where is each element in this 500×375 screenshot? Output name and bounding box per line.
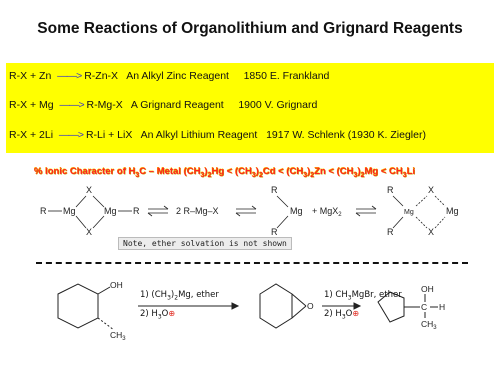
methyl-hashed-bond <box>98 318 114 330</box>
step2-conditions-a: 2) $H_3O\oplus$ <box>140 309 176 321</box>
reaction-desc: An Alkyl Zinc Reagent <box>126 70 229 82</box>
cyclohexene-oxide-ring <box>260 284 292 328</box>
ch3-label: $CH_3$ <box>421 319 437 331</box>
step2-conditions-b: 2) $H_3O\oplus$ <box>324 309 360 321</box>
solvation-note: Note, ether solvation is not shown <box>118 237 292 250</box>
reaction-lhs: R-X + 2Li <box>9 129 54 141</box>
h-label: H <box>439 302 446 312</box>
mgx2-label: + MgX$_2$ <box>312 206 342 218</box>
oh-bond <box>98 287 110 294</box>
reaction-lhs: R-X + Mg <box>9 99 54 111</box>
mg-label: Mg <box>290 206 303 216</box>
grignard-monomer: 2 R–Mg–X <box>176 206 219 216</box>
x-label: X <box>86 185 93 195</box>
x-label: X <box>428 227 435 237</box>
r-label: R <box>271 185 278 195</box>
reaction-rhs: R-Zn-X <box>84 70 119 82</box>
schlenk-equilibrium-diagram <box>0 180 500 240</box>
mg-label: Mg <box>63 206 76 216</box>
reaction-row <box>9 99 317 111</box>
reaction-rhs: R-Mg-X <box>86 99 123 111</box>
mg-label: Mg <box>104 206 117 216</box>
reaction-row <box>9 129 426 141</box>
reaction-credit: 1917 W. Schlenk (1930 K. Ziegler) <box>266 129 426 141</box>
carbon-label: C <box>421 302 428 312</box>
reaction-arrow: ——> <box>58 129 84 141</box>
reaction-desc: A Grignard Reagent <box>130 99 224 111</box>
mg-label: Mg <box>446 206 459 216</box>
step1-conditions-a: 1) $(CH_3)_2Mg$, ether <box>140 290 219 302</box>
cyclohexane-ring <box>58 284 98 328</box>
reaction-lhs: R-X + Zn <box>9 70 52 82</box>
reaction-schemes <box>0 272 500 372</box>
reaction-credit: 1900 V. Grignard <box>238 99 318 111</box>
x-label: X <box>86 227 93 237</box>
step1-conditions-b: 1) $CH_3MgBr$, ether <box>324 290 402 302</box>
r-label: R <box>387 227 394 237</box>
reaction-rhs: R-Li + LiX <box>85 129 133 141</box>
reaction-arrow: ——> <box>57 70 82 82</box>
reaction-credit: 1850 E. Frankland <box>243 70 330 82</box>
epoxide-o-label: O <box>307 301 314 311</box>
reaction-desc: An Alkyl Lithium Reagent <box>140 129 258 141</box>
r-label: R <box>40 206 47 216</box>
oh-label: OH <box>110 280 123 290</box>
page-title: Some Reactions of Organolithium and Grignard Reagents <box>37 20 463 37</box>
reaction-arrow: ——> <box>59 99 84 111</box>
divider <box>36 262 468 267</box>
positive-charge-icon: ⊕ <box>352 309 360 318</box>
mg-label: Mg <box>404 209 414 216</box>
r-label: R <box>133 206 140 216</box>
positive-charge-icon: ⊕ <box>168 309 176 318</box>
ionic-character-heading: % Ionic Character of $H_3C$ – Metal $(CH_3)_2Hg < (CH_3)_2Cd < (CH_3)_2Zn < (CH_3)_2Mg < CH_3Li$ <box>34 166 416 179</box>
r-label: R <box>271 227 278 237</box>
r-label: R <box>387 185 394 195</box>
oh-label: OH <box>421 284 434 294</box>
x-label: X <box>428 185 435 195</box>
reaction-row <box>9 70 329 82</box>
ch3-label: $CH_3$ <box>110 330 126 342</box>
